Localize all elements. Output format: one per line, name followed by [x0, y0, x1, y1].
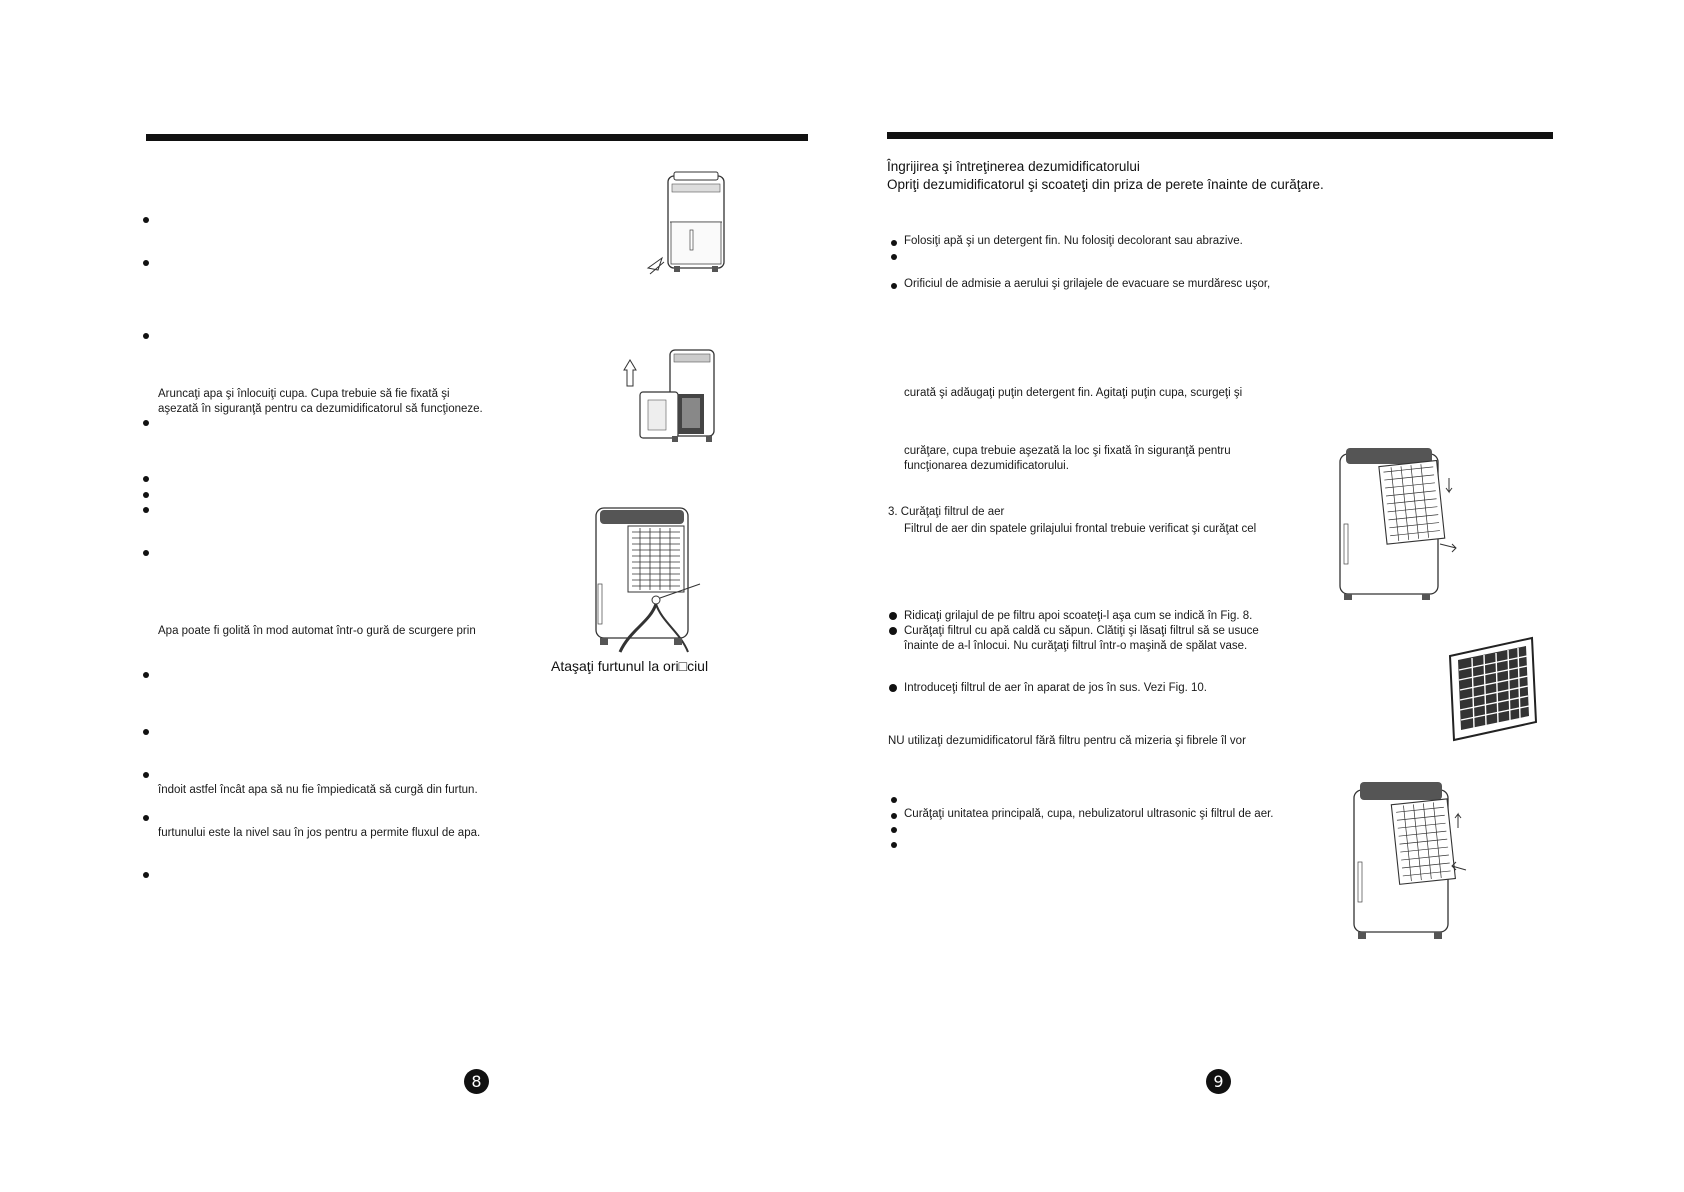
- bullet-dot: [891, 813, 897, 819]
- dehumidifier-bucket-illustration: [644, 170, 739, 280]
- hose-attachment-illustration: [590, 504, 710, 654]
- text-curatati-line1: Curăţaţi filtrul cu apă caldă cu săpun. Clătiţi şi lăsaţi filtrul să se usuce: [904, 625, 1259, 637]
- text-filtrul: Filtrul de aer din spatele grilajului frontal trebuie verificat şi curăţat cel: [904, 523, 1257, 535]
- heading-unplug-before-cleaning: Opriţi dezumidificatorul şi scoateţi din priza de perete înainte de curăţare.: [887, 177, 1324, 192]
- right-header-rule: [887, 132, 1553, 139]
- text-curatati-unitatea: Curăţaţi unitatea principală, cupa, nebulizatorul ultrasonic şi filtrul de aer.: [904, 808, 1274, 820]
- text-folositi: Folosiţi apă şi un detergent fin. Nu folosiţi decolorant sau abrazive.: [904, 235, 1243, 247]
- air-filter-illustration: [1444, 634, 1540, 742]
- bullet-dot: [891, 842, 897, 848]
- text-curatati-line2: înainte de a-l înlocui. Nu curăţaţi filtrul într-o maşină de spălat vase.: [904, 640, 1248, 652]
- hose-caption: Ataşaţi furtunul la ori□ciul: [551, 658, 709, 674]
- bullet-dot: [889, 684, 897, 692]
- section-clean-air-filter: 3. Curăţaţi filtrul de aer: [888, 506, 1005, 518]
- page-number-9: 9: [1206, 1069, 1231, 1094]
- heading-care-maintenance: Îngrijirea şi întreţinerea dezumidificatorului: [887, 159, 1140, 174]
- bullet-dot: [143, 815, 149, 821]
- text-furtunului: furtunului este la nivel sau în jos pentru a permite fluxul de apa.: [158, 827, 481, 839]
- page-number-8: 8: [464, 1069, 489, 1094]
- bullet-dot: [143, 729, 149, 735]
- bullet-dot: [891, 827, 897, 833]
- text-orificiul: Orificiul de admisie a aerului şi grilajele de evacuare se murdăresc uşor,: [904, 278, 1271, 290]
- text-curatare-line2: funcţionarea dezumidificatorului.: [904, 460, 1069, 472]
- bullet-dot: [143, 333, 149, 339]
- text-indoit: îndoit astfel încât apa să nu fie împiedicată să curgă din furtun.: [158, 784, 478, 796]
- bullet-dot: [891, 283, 897, 289]
- bullet-dot: [143, 260, 149, 266]
- bullet-dot: [143, 476, 149, 482]
- bullet-dot: [143, 492, 149, 498]
- bullet-dot: [143, 872, 149, 878]
- bullet-dot: [143, 217, 149, 223]
- text-aruncati-line2: aşezată în siguranţă pentru ca dezumidificatorul să funcţioneze.: [158, 403, 483, 415]
- text-curata: curată şi adăugaţi puţin detergent fin. Agitaţi puţin cupa, scurgeţi şi: [904, 387, 1243, 399]
- bullet-dot: [891, 240, 897, 246]
- filter-insertion-illustration: [1350, 778, 1470, 948]
- bullet-dot: [143, 672, 149, 678]
- bullet-dot: [143, 550, 149, 556]
- bullet-dot: [891, 254, 897, 260]
- left-header-rule: [146, 134, 808, 141]
- text-apa-poate: Apa poate fi golită în mod automat într-o gură de scurgere prin: [158, 625, 476, 637]
- bullet-dot: [143, 772, 149, 778]
- bullet-dot: [889, 627, 897, 635]
- grille-removal-illustration: [1336, 444, 1466, 604]
- text-introduceti: Introduceţi filtrul de aer în aparat de jos în sus. Vezi Fig. 10.: [904, 682, 1207, 694]
- bucket-removal-illustration: [618, 348, 728, 448]
- text-ridicati: Ridicaţi grilajul de pe filtru apoi scoateţi-l aşa cum se indică în Fig. 8.: [904, 610, 1253, 622]
- bullet-dot: [889, 612, 897, 620]
- bullet-dot: [891, 797, 897, 803]
- text-curatare-line1: curăţare, cupa trebuie aşezată la loc şi fixată în siguranţă pentru: [904, 445, 1231, 457]
- bullet-dot: [143, 420, 149, 426]
- text-nu-utilizati: NU utilizaţi dezumidificatorul fără filtru pentru că mizeria şi fibrele îl vor: [888, 735, 1246, 747]
- bullet-dot: [143, 507, 149, 513]
- text-aruncati-line1: Aruncaţi apa şi înlocuiţi cupa. Cupa trebuie să fie fixată şi: [158, 388, 450, 400]
